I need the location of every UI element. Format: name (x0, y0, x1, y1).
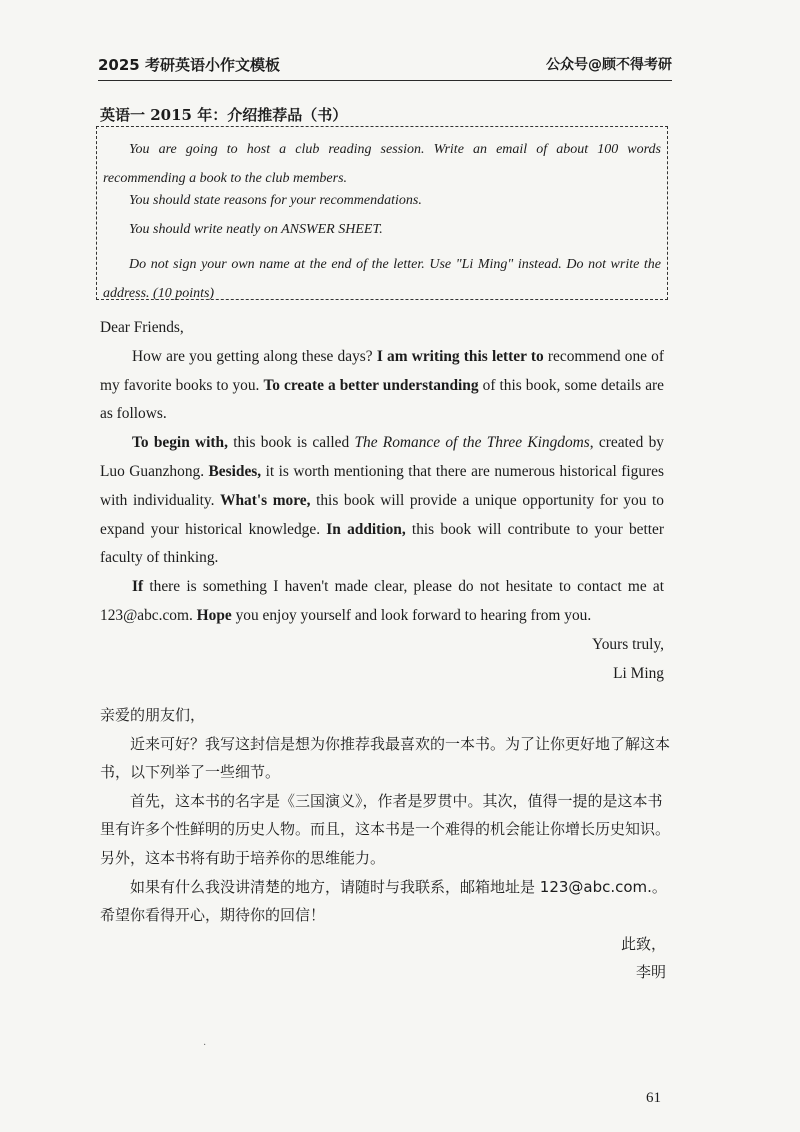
prompt-requirement-sign: Do not sign your own name at the end of the letter. Use "Li Ming" instead. Do not write the address. (10 points) (103, 257, 661, 301)
translation-paragraph-2: 首先，这本书的名字是《三国演义》，作者是罗贯中。其次，值得一提的是这本书里有许多个性鲜明的历史人物。而且，这本书是一个难得的机会能让你增长历史知识。另外，这本书将有助于培养你的思维能力。 (100, 791, 671, 867)
prompt-requirement-reasons: You should state reasons for your recommendations. (129, 193, 422, 208)
section-title: 英语一 2015 年：介绍推荐品（书） (100, 106, 348, 124)
prompt-instruction: You are going to host a club reading session. Write an email of about 100 words recommending a book to the club members. (103, 142, 661, 186)
page-number: 61 (646, 1090, 661, 1106)
page-header (98, 52, 672, 81)
translation-closing: 此致， (620, 934, 666, 953)
stray-mark: · (203, 1040, 207, 1051)
prompt-box (96, 126, 668, 300)
translation-paragraph-3: 如果有什么我没讲清楚的地方，请随时与我联系，邮箱地址是 123@abc.com.。希望你看得开心，期待你的回信！ (100, 877, 667, 925)
letter-paragraph-2: To begin with, this book is called The Romance of the Three Kingdoms, created by Luo Guanzhong. Besides, it is worth mentioning that there are numerous historical figures with individuality. What's more, this book will provide a unique opportunity for you to expand your historical knowledge. In addition, this book will contribute to your better faculty of thinking. (100, 434, 664, 567)
chinese-translation (100, 701, 670, 987)
letter-paragraph-1: How are you getting along these days? I am writing this letter to recommend one of my favorite books to you. To create a better understanding of this book, some details are as follows. (100, 347, 665, 423)
translation-salutation: 亲爱的朋友们， (100, 706, 206, 724)
header-account: 公众号@顾不得考研 (546, 57, 672, 73)
model-letter (100, 314, 664, 688)
letter-closing: Yours truly, (592, 635, 664, 653)
letter-signature: Li Ming (613, 664, 664, 682)
header-title: 2025 考研英语小作文模板 (98, 56, 280, 74)
letter-salutation: Dear Friends, (100, 319, 184, 336)
prompt-requirement-neatly: You should write neatly on ANSWER SHEET. (129, 222, 383, 237)
translation-paragraph-1: 近来可好？我写这封信是想为你推荐我最喜欢的一本书。为了让你更好地了解这本书，以下列举了一些细节。 (100, 734, 671, 782)
translation-signature: 李明 (635, 963, 666, 982)
letter-paragraph-3: If there is something I haven't made clear, please do not hesitate to contact me at 123@abc.com. Hope you enjoy yourself and look forward to hearing from you. (100, 578, 664, 624)
